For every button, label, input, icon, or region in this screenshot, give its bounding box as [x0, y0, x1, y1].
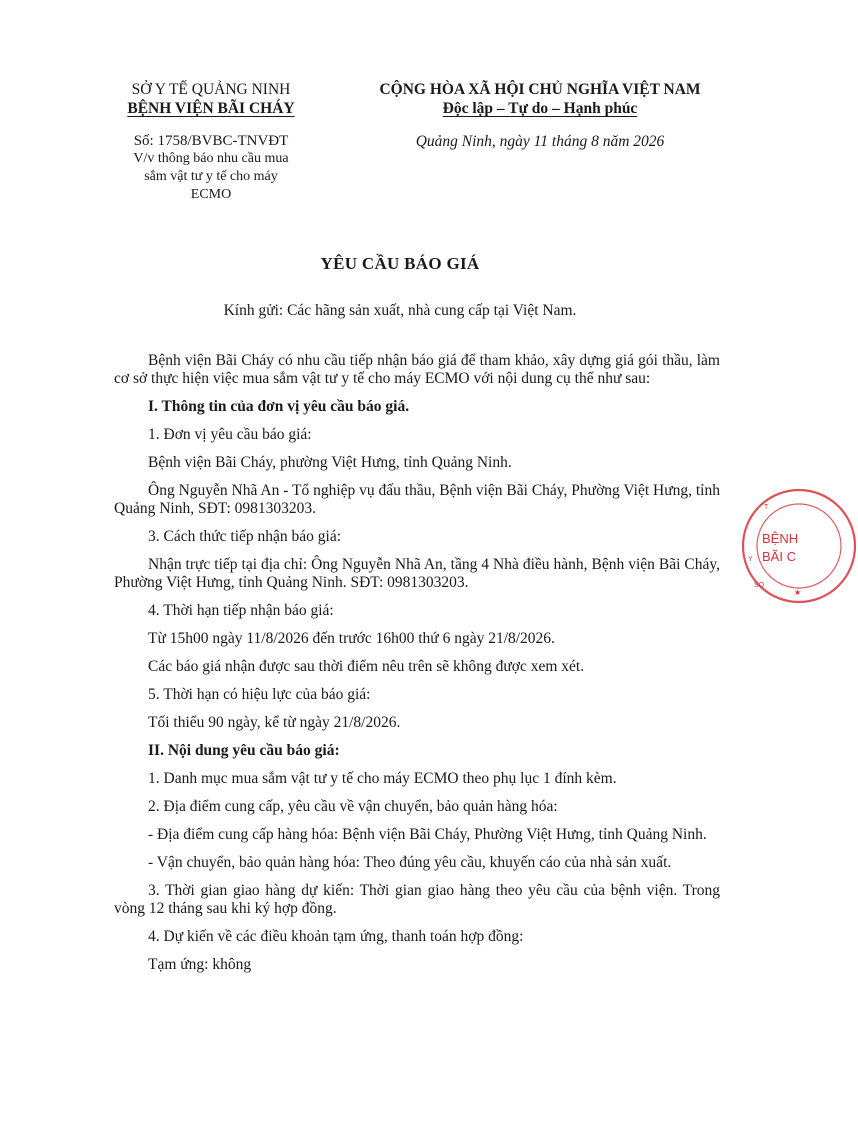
section-1-heading: I. Thông tin của đơn vị yêu cầu báo giá. [148, 398, 410, 415]
stamp-text-1: BỆNH [762, 531, 799, 546]
item-1-3-detail: Nhận trực tiếp tại địa chỉ: Ông Nguyễn Nhã An, tầng 4 Nhà điều hành, Bệnh viện Bãi Cháy, Phường Việt Hưng, tỉnh Quảng Ninh. SĐT: 0981303203. [114, 556, 720, 591]
svg-text:SO: SO [754, 582, 765, 589]
stamp-text-2: BÃI C [762, 549, 796, 564]
item-2-4-advance: Tạm ứng: không [148, 956, 252, 973]
item-2-1: 1. Danh mục mua sắm vật tư y tế cho máy ECMO theo phụ lục 1 đính kèm. [148, 770, 617, 787]
nation-name: CỘNG HÒA XÃ HỘI CHỦ NGHĨA VIỆT NAM [379, 81, 701, 98]
item-1-5-detail: Tối thiểu 90 ngày, kể từ ngày 21/8/2026. [148, 714, 401, 731]
item-2-4: 4. Dự kiến về các điều khoản tạm ứng, thanh toán hợp đồng: [148, 928, 524, 945]
document-title: YÊU CẦU BÁO GIÁ [320, 254, 480, 273]
svg-text:Y: Y [748, 556, 753, 563]
issuing-unit: BỆNH VIỆN BÃI CHÁY [127, 100, 295, 117]
subject-line-2: sắm vật tư y tế cho máy [144, 169, 278, 184]
item-1-4-detail: Từ 15h00 ngày 11/8/2026 đến trước 16h00 thứ 6 ngày 21/8/2026. [148, 630, 555, 647]
item-1-4-note: Các báo giá nhận được sau thời điểm nêu trên sẽ không được xem xét. [148, 658, 585, 675]
item-1-1-detail: Bệnh viện Bãi Cháy, phường Việt Hưng, tỉnh Quảng Ninh. [148, 454, 512, 471]
item-1-1: 1. Đơn vị yêu cầu báo giá: [148, 426, 312, 443]
greeting: Kính gửi: Các hãng sản xuất, nhà cung cấp tại Việt Nam. [223, 302, 577, 319]
svg-text:★: ★ [794, 588, 802, 597]
subject-line-1: V/v thông báo nhu cầu mua [133, 151, 289, 166]
svg-text:T: T [764, 504, 769, 511]
section-2-heading: II. Nội dung yêu cầu báo giá: [148, 742, 340, 759]
item-2-2: 2. Địa điểm cung cấp, yêu cầu về vận chuyển, bảo quản hàng hóa: [148, 798, 558, 815]
document-body [114, 342, 720, 974]
item-1-3: 3. Cách thức tiếp nhận báo giá: [148, 528, 342, 545]
intro-paragraph: Bệnh viện Bãi Cháy có nhu cầu tiếp nhận báo giá để tham khảo, xây dựng giá gói thầu, làm cơ sở thực hiện việc mua sắm vật tư y tế cho máy ECMO với nội dung cụ thể như sau: [114, 352, 720, 387]
item-2-2-transport: - Vận chuyển, bảo quản hàng hóa: Theo đúng yêu cầu, khuyến cáo của nhà sản xuất. [148, 854, 672, 871]
item-1-5: 5. Thời hạn có hiệu lực của báo giá: [148, 686, 371, 703]
official-stamp-icon [740, 487, 858, 605]
item-2-3: 3. Thời gian giao hàng dự kiến: Thời gian giao hàng theo yêu cầu của bệnh viện. Trong vòng 12 tháng sau khi ký hợp đồng. [114, 882, 720, 917]
document-date: Quảng Ninh, ngày 11 tháng 8 năm 2026 [415, 133, 665, 150]
national-motto: Độc lập – Tự do – Hạnh phúc [442, 100, 638, 117]
item-1-2-detail: Ông Nguyễn Nhã An - Tổ nghiệp vụ đấu thầu, Bệnh viện Bãi Cháy, Phường Việt Hưng, tỉnh Quảng Ninh, SĐT: 0981303203. [114, 482, 720, 517]
parent-organization: SỞ Y TẾ QUẢNG NINH [131, 81, 291, 98]
issuer-header [96, 80, 326, 204]
national-header [350, 80, 730, 151]
item-2-2-location: - Địa điểm cung cấp hàng hóa: Bệnh viện Bãi Cháy, Phường Việt Hưng, tỉnh Quảng Ninh. [148, 826, 707, 843]
item-1-4: 4. Thời hạn tiếp nhận báo giá: [148, 602, 334, 619]
subject-line-3: ECMO [190, 187, 232, 202]
document-number: Số: 1758/BVBC-TNVĐT [133, 133, 289, 149]
